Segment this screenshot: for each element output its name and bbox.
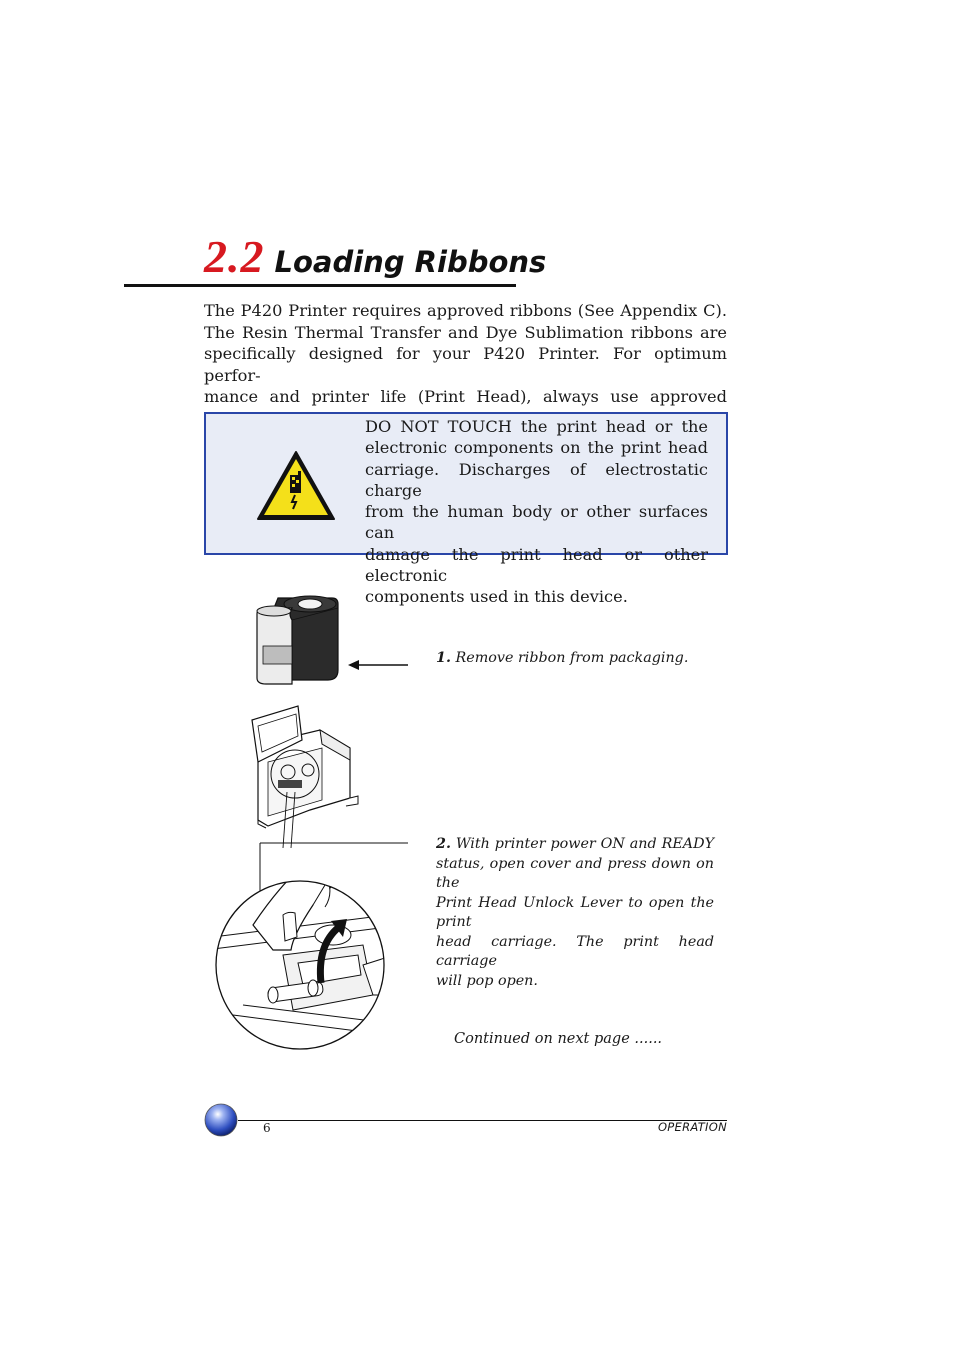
step-1-text: Remove ribbon from packaging.	[455, 650, 689, 666]
section-title: Loading Ribbons	[274, 245, 547, 279]
continued-note: Continued on next page ......	[454, 1031, 663, 1047]
ribbon-roll-illustration	[252, 588, 340, 688]
step-1-caption	[436, 649, 726, 669]
section-number: 2.2	[204, 231, 265, 282]
intro-line: mance and printer life (Print Head), always use approved	[204, 387, 727, 406]
heading-underline	[124, 284, 516, 287]
intro-line: specifically designed for your P420 Printer. For optimum perfor-	[204, 344, 727, 385]
step-2-caption	[436, 835, 714, 991]
intro-line: The P420 Printer requires approved ribbons (See Appendix C).	[204, 301, 727, 320]
blue-sphere-icon	[204, 1103, 238, 1137]
warning-line: from the human body or other surfaces can	[365, 502, 708, 543]
page-number: 6	[263, 1121, 271, 1135]
section-heading	[204, 230, 546, 286]
step-2-line: will pop open.	[436, 972, 538, 989]
footer-rule	[238, 1120, 727, 1121]
step-2-line: status, open cover and press down on the	[436, 855, 714, 891]
warning-line: components used in this device.	[365, 587, 628, 607]
warning-line: electronic components on the print head	[365, 438, 708, 458]
warning-text	[365, 416, 708, 608]
warning-line: DO NOT TOUCH the print head or the	[365, 417, 708, 436]
intro-line: The Resin Thermal Transfer and Dye Sublimation ribbons are	[204, 322, 727, 342]
intro-paragraph	[204, 300, 727, 429]
step-2-line: head carriage. The print head carriage	[436, 933, 714, 969]
warning-line: damage the print head or other electronic	[365, 544, 708, 586]
pointer-arrow	[348, 658, 410, 672]
step-2-line: With printer power ON and READY	[455, 836, 715, 852]
step-2-number: 2.	[436, 836, 451, 852]
warning-line: carriage. Discharges of electrostatic charge	[365, 459, 708, 500]
step-2-line: Print Head Unlock Lever to open the print	[436, 894, 714, 930]
step-1-number: 1.	[436, 650, 451, 666]
print-head-unlock-illustration	[213, 845, 388, 1050]
electrostatic-warning-icon	[255, 449, 337, 523]
footer-section-label: OPERATION	[657, 1120, 727, 1134]
step-2-first-line	[436, 835, 714, 855]
